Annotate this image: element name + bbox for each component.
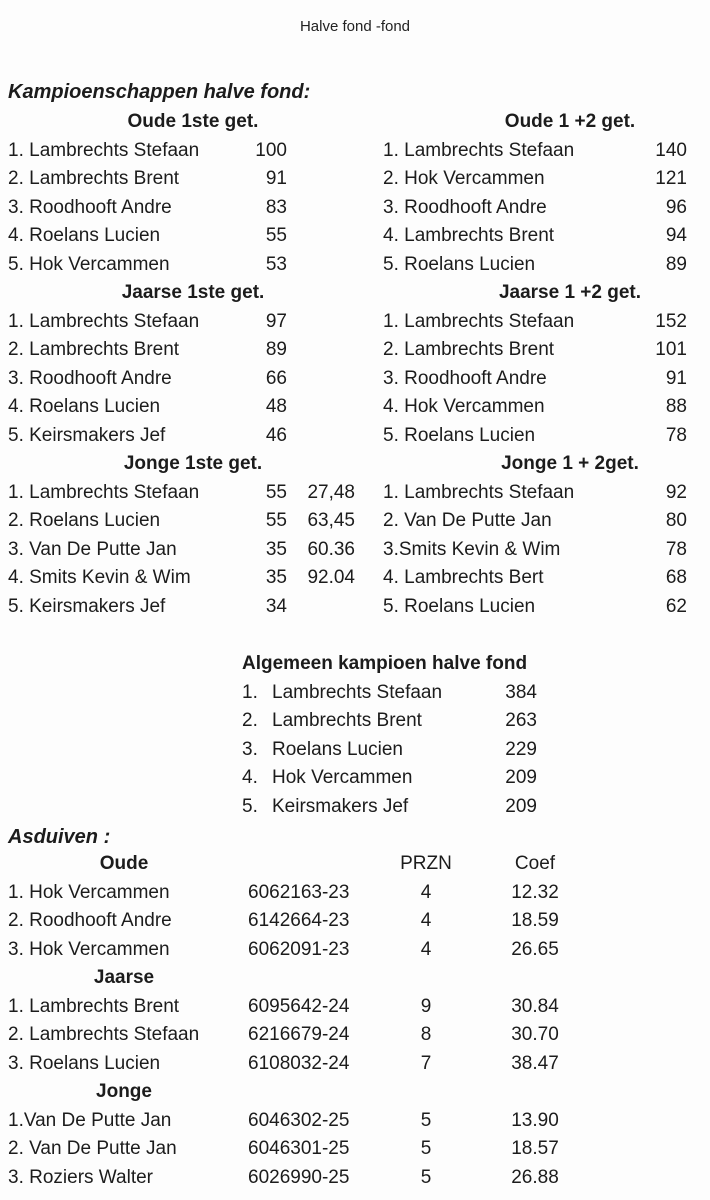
asduiven-row bbox=[8, 993, 702, 1022]
competitor-name: 3. Roelans Lucien bbox=[8, 1052, 161, 1074]
coefficient-value: 60.36 bbox=[307, 538, 355, 560]
competitor-name: 1. Lambrechts Stefaan bbox=[8, 139, 200, 161]
points-value: 89 bbox=[265, 339, 287, 360]
points-value: 62 bbox=[665, 595, 687, 617]
competitor-name: 1. Lambrechts Brent bbox=[8, 995, 180, 1017]
coefficient-value: 13.90 bbox=[511, 1109, 559, 1131]
competitor-name: 3. Hok Vercammen bbox=[8, 938, 170, 960]
coefficient-value bbox=[287, 194, 355, 223]
points-value: 66 bbox=[265, 367, 287, 389]
points-value: 80 bbox=[665, 510, 687, 531]
competitor-name: 1. Lambrechts Stefaan bbox=[8, 310, 200, 332]
asduiven-row bbox=[8, 879, 702, 908]
points-value: 91 bbox=[265, 168, 287, 189]
ranking-row bbox=[8, 165, 355, 194]
competitor-name: 5. Roelans Lucien bbox=[383, 424, 536, 446]
asduiven-row bbox=[8, 936, 702, 965]
points-value: 94 bbox=[665, 225, 687, 246]
ranking-row bbox=[8, 222, 355, 251]
competitor-name: 2. Van De Putte Jan bbox=[383, 510, 552, 531]
asduiven-group-jaarse bbox=[8, 964, 702, 1078]
ranking-row bbox=[383, 194, 687, 223]
group-title: Oude 1ste get. bbox=[127, 111, 259, 132]
group-title: Jonge 1 + 2get. bbox=[501, 453, 639, 474]
competitor-name: 1. Lambrechts Stefaan bbox=[383, 481, 575, 503]
competitor-name: 4. Hok Vercammen bbox=[383, 396, 545, 417]
competitor-name: 4. Lambrechts Bert bbox=[383, 567, 544, 588]
competitor-name: 4. Smits Kevin & Wim bbox=[8, 567, 191, 588]
points-value: 55 bbox=[265, 510, 287, 531]
ranking-row bbox=[383, 365, 687, 394]
asduiven-row bbox=[8, 1021, 702, 1050]
ranking-row bbox=[8, 422, 355, 451]
coefficient-value: 63,45 bbox=[307, 510, 355, 531]
coefficient-value bbox=[287, 336, 355, 365]
coefficient-value bbox=[287, 593, 355, 622]
coefficient-value: 38.47 bbox=[511, 1052, 559, 1074]
ranking-row bbox=[8, 365, 355, 394]
ranking-row bbox=[8, 479, 355, 508]
page-title: Halve fond -fond bbox=[299, 18, 411, 35]
coefficient-value bbox=[287, 422, 355, 451]
competitor-name: 1. Lambrechts Stefaan bbox=[8, 481, 200, 503]
points-value: 100 bbox=[255, 139, 287, 161]
coefficient-value: 12.32 bbox=[511, 881, 559, 903]
asduiven-header-row bbox=[8, 1078, 702, 1107]
points-value: 152 bbox=[655, 310, 687, 332]
ring-number: 6046302-25 bbox=[248, 1109, 350, 1131]
prizes-value: 9 bbox=[420, 995, 432, 1017]
points-value: 35 bbox=[265, 567, 287, 588]
asduiven-section bbox=[8, 850, 710, 1192]
coefficient-value: 18.59 bbox=[511, 910, 559, 931]
prizes-value: 5 bbox=[420, 1109, 432, 1131]
ring-number: 6108032-24 bbox=[248, 1052, 350, 1074]
competitor-name: 3. Roodhooft Andre bbox=[8, 367, 172, 389]
points-value: 140 bbox=[655, 139, 687, 161]
championships-heading: Kampioenschappen halve fond: bbox=[8, 81, 311, 103]
competitor-name: 5. Keirsmakers Jef bbox=[8, 424, 166, 446]
asduiven-group-oude bbox=[8, 850, 702, 964]
ranking-group-jonge-1plus2 bbox=[383, 450, 687, 621]
group-title: Jonge 1ste get. bbox=[123, 453, 263, 474]
competitor-name: Lambrechts Brent bbox=[272, 710, 422, 731]
competitor-name: 5. Roelans Lucien bbox=[383, 253, 536, 275]
ranking-row bbox=[383, 393, 687, 422]
ranking-group-jaarse-1plus2 bbox=[383, 279, 687, 450]
ranking-row bbox=[383, 479, 687, 508]
competitor-name: 4. Roelans Lucien bbox=[8, 396, 161, 417]
coefficient-value: 26.65 bbox=[511, 938, 559, 960]
coefficient-value bbox=[287, 165, 355, 194]
ranking-row bbox=[383, 137, 687, 166]
age-group-title: Oude bbox=[99, 853, 149, 874]
prizes-value: 7 bbox=[420, 1052, 432, 1074]
ranking-group-jonge-1ste bbox=[8, 450, 355, 621]
competitor-name: 3. Roodhooft Andre bbox=[383, 196, 547, 218]
competitor-name: 2. Lambrechts Brent bbox=[8, 339, 180, 360]
ranking-row bbox=[8, 564, 355, 593]
points-value: 48 bbox=[265, 396, 287, 417]
coefficient-value: 92.04 bbox=[307, 567, 355, 588]
ranking-row bbox=[383, 165, 687, 194]
overall-ranking-row bbox=[242, 679, 537, 708]
competitor-name: 4. Roelans Lucien bbox=[8, 225, 161, 246]
ranking-row bbox=[383, 308, 687, 337]
competitor-name: 3. Roodhooft Andre bbox=[8, 196, 172, 218]
ranking-row bbox=[383, 593, 687, 622]
points-value: 209 bbox=[505, 767, 537, 788]
ring-number: 6142664-23 bbox=[248, 910, 350, 931]
coefficient-value: 18.57 bbox=[511, 1138, 559, 1159]
ranking-row bbox=[8, 507, 355, 536]
ranking-row bbox=[383, 251, 687, 280]
competitor-name: 2. Roelans Lucien bbox=[8, 510, 161, 531]
coefficient-value: 26.88 bbox=[511, 1166, 559, 1188]
coef-column-header: Coef bbox=[514, 853, 556, 874]
competitor-name: Keirsmakers Jef bbox=[272, 795, 409, 817]
competitor-name: 2. Van De Putte Jan bbox=[8, 1138, 177, 1159]
overall-ranking-row bbox=[242, 793, 537, 822]
points-value: 92 bbox=[665, 481, 687, 503]
points-value: 55 bbox=[265, 481, 287, 503]
ranking-group-jaarse-1ste bbox=[8, 279, 355, 450]
competitor-name: 5. Roelans Lucien bbox=[383, 595, 536, 617]
competitor-name: 2. Lambrechts Brent bbox=[383, 339, 555, 360]
points-value: 384 bbox=[505, 681, 537, 703]
przn-column-header: PRZN bbox=[400, 853, 452, 874]
competitor-name: 2. Hok Vercammen bbox=[383, 168, 545, 189]
asduiven-row bbox=[8, 1107, 702, 1136]
championships-left-column bbox=[8, 108, 355, 621]
competitor-name: 2. Lambrechts Brent bbox=[8, 168, 180, 189]
asduiven-header-row bbox=[8, 850, 702, 879]
ranking-row bbox=[8, 593, 355, 622]
column-spacer bbox=[240, 850, 390, 879]
competitor-name: 1.Van De Putte Jan bbox=[8, 1109, 172, 1131]
competitor-name: 2. Lambrechts Stefaan bbox=[8, 1024, 200, 1045]
asduiven-heading: Asduiven : bbox=[8, 826, 111, 848]
competitor-name: 5. Keirsmakers Jef bbox=[8, 595, 166, 617]
competitor-name: 3. Roodhooft Andre bbox=[383, 367, 547, 389]
prizes-value: 4 bbox=[420, 881, 432, 903]
ranking-row bbox=[383, 336, 687, 365]
championships-grid bbox=[8, 108, 710, 621]
ring-number: 6062091-23 bbox=[248, 938, 350, 960]
points-value: 89 bbox=[665, 253, 687, 275]
prizes-value: 4 bbox=[420, 938, 432, 960]
ring-number: 6062163-23 bbox=[248, 881, 350, 903]
ranking-row bbox=[383, 507, 687, 536]
points-value: 97 bbox=[265, 310, 287, 332]
rank-number: 3. bbox=[242, 738, 258, 760]
group-title: Jaarse 1ste get. bbox=[121, 282, 265, 303]
points-value: 46 bbox=[265, 424, 287, 446]
points-value: 209 bbox=[505, 795, 537, 817]
points-value: 78 bbox=[665, 538, 687, 560]
competitor-name: 1. Lambrechts Stefaan bbox=[383, 310, 575, 332]
coefficient-value: 30.70 bbox=[511, 1024, 559, 1045]
competitor-name: 3.Smits Kevin & Wim bbox=[383, 538, 561, 560]
overall-ranking-row bbox=[242, 707, 537, 736]
ranking-row bbox=[8, 194, 355, 223]
ranking-row bbox=[383, 536, 687, 565]
competitor-name: Roelans Lucien bbox=[272, 738, 403, 760]
asduiven-row bbox=[8, 1050, 702, 1079]
points-value: 96 bbox=[665, 196, 687, 218]
group-title: Oude 1 +2 get. bbox=[504, 111, 636, 132]
ring-number: 6095642-24 bbox=[248, 995, 350, 1017]
prizes-value: 5 bbox=[420, 1166, 432, 1188]
asduiven-row bbox=[8, 1164, 702, 1193]
asduiven-row bbox=[8, 1135, 702, 1164]
prizes-value: 5 bbox=[420, 1138, 432, 1159]
rank-number: 2. bbox=[242, 710, 258, 731]
coefficient-value bbox=[287, 308, 355, 337]
coefficient-value bbox=[287, 251, 355, 280]
coefficient-value bbox=[287, 393, 355, 422]
ranking-row bbox=[8, 536, 355, 565]
points-value: 91 bbox=[665, 367, 687, 389]
rank-number: 1. bbox=[242, 681, 258, 703]
points-value: 55 bbox=[265, 225, 287, 246]
points-value: 35 bbox=[265, 538, 287, 560]
ranking-row bbox=[8, 393, 355, 422]
group-title: Jaarse 1 +2 get. bbox=[498, 282, 642, 303]
ranking-row bbox=[383, 422, 687, 451]
age-group-title: Jaarse bbox=[93, 967, 155, 988]
points-value: 101 bbox=[655, 339, 687, 360]
ring-number: 6026990-25 bbox=[248, 1166, 350, 1188]
coefficient-value bbox=[287, 222, 355, 251]
points-value: 68 bbox=[665, 567, 687, 588]
points-value: 78 bbox=[665, 424, 687, 446]
points-value: 34 bbox=[265, 595, 287, 617]
ranking-group-oude-1plus2 bbox=[383, 108, 687, 279]
ring-number: 6046301-25 bbox=[248, 1138, 350, 1159]
points-value: 229 bbox=[505, 738, 537, 760]
coefficient-value: 30.84 bbox=[511, 995, 559, 1017]
prizes-value: 8 bbox=[420, 1024, 432, 1045]
age-group-title: Jonge bbox=[96, 1081, 152, 1102]
competitor-name: 3. Roziers Walter bbox=[8, 1166, 153, 1188]
asduiven-row bbox=[8, 907, 702, 936]
asduiven-header-row bbox=[8, 964, 702, 993]
ranking-row bbox=[8, 308, 355, 337]
points-value: 88 bbox=[665, 396, 687, 417]
competitor-name: 2. Roodhooft Andre bbox=[8, 910, 172, 931]
ring-number: 6216679-24 bbox=[248, 1024, 350, 1045]
overall-ranking-row bbox=[242, 736, 537, 765]
ranking-row bbox=[383, 564, 687, 593]
rank-number: 5. bbox=[242, 795, 258, 817]
ranking-group-oude-1ste bbox=[8, 108, 355, 279]
rank-number: 4. bbox=[242, 767, 258, 788]
competitor-name: 5. Hok Vercammen bbox=[8, 253, 170, 275]
prizes-value: 4 bbox=[420, 910, 432, 931]
points-value: 121 bbox=[655, 168, 687, 189]
overall-ranking-row bbox=[242, 764, 537, 793]
coefficient-value bbox=[287, 365, 355, 394]
competitor-name: 1. Hok Vercammen bbox=[8, 881, 170, 903]
overall-heading: Algemeen kampioen halve fond bbox=[242, 653, 528, 674]
ranking-row bbox=[383, 222, 687, 251]
ranking-row bbox=[8, 336, 355, 365]
ranking-row bbox=[8, 251, 355, 280]
points-value: 83 bbox=[265, 196, 287, 218]
competitor-name: 4. Lambrechts Brent bbox=[383, 225, 555, 246]
ranking-row bbox=[8, 137, 355, 166]
coefficient-value bbox=[287, 137, 355, 166]
coefficient-value: 27,48 bbox=[307, 481, 355, 503]
competitor-name: 3. Van De Putte Jan bbox=[8, 538, 177, 560]
competitor-name: Hok Vercammen bbox=[272, 767, 413, 788]
competitor-name: Lambrechts Stefaan bbox=[272, 681, 443, 703]
asduiven-group-jonge bbox=[8, 1078, 702, 1192]
points-value: 263 bbox=[505, 710, 537, 731]
points-value: 53 bbox=[265, 253, 287, 275]
overall-champion-section bbox=[242, 650, 537, 821]
championships-right-column bbox=[383, 108, 687, 621]
competitor-name: 1. Lambrechts Stefaan bbox=[383, 139, 575, 161]
